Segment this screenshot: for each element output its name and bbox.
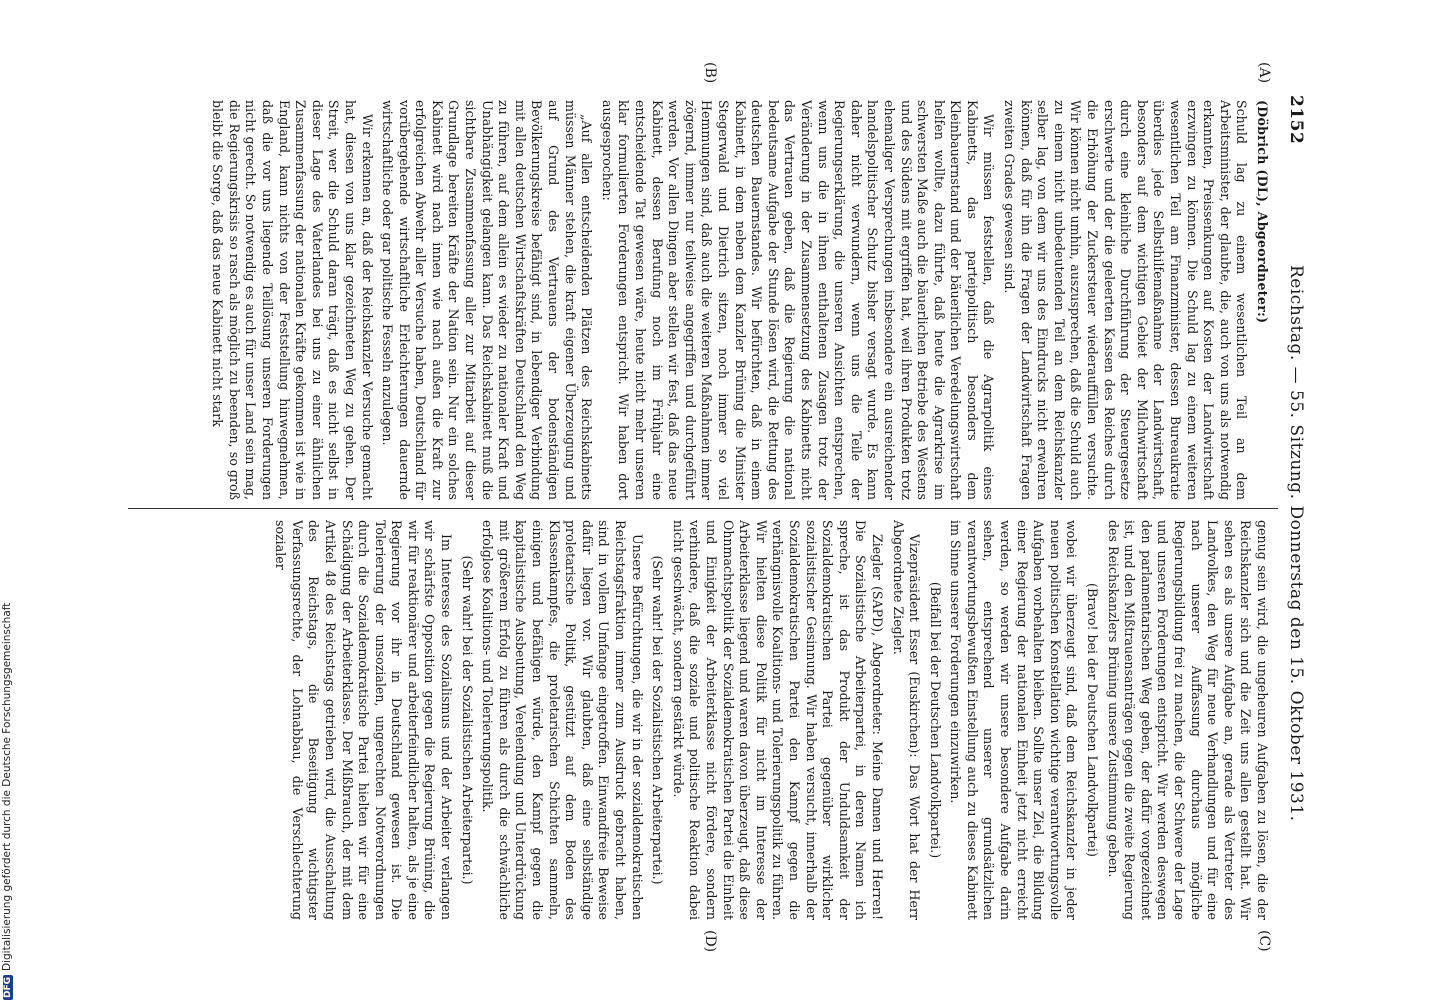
right-column <box>130 520 1270 920</box>
right-paragraph: genug sein wird, die ungeheuren Aufgaben zu lösen, die der Reichskanzler sich und die Zeit uns allen gestellt hat. Wir sehen es als unsere Aufgabe an, gerade als Vertreter des Landvolkes, den Weg für neue Verhandlungen und für eine nach unserer Auffassung durchaus mögliche Regierungsbildung frei zu machen, die der Schwere der Lage und unseren Forderungen entspricht. Wir werden deswegen den parlamentarischen Weg geben, der dafür vorgezeichnet ist, und den Mißtrauensanträgen gegen die zweite Regierung des Reichskanzlers Brüning unsere Zustimmung geben. <box>1105 520 1270 920</box>
running-title: Reichstag. — 55. Sitzung. Donnerstag den 15. Oktober 1931. <box>1286 265 1306 822</box>
left-paragraph: Schuld lag zu einem wesentlichen Teil an dem Arbeitsminister, der glaubte, die, auch von uns als notwendig erkannten, Preissenkungen auf Kosten der Landwirtschaft erzwingen zu können. Die Schuld lag zu einem weiteren wesentlichen Teil am Finanzminister, dessen Bureaukratie überdies jede Selbsthilfemaßnahme der Landwirtschaft, besonders auf dem wichtigen Gebiet der Milchwirtschaft durch eine kleinliche Durchführung der Steuergesetze erschwerte und der die geleerten Kassen des Reiches durch die Erhöhung der Zuckersteuer wiederauffüllen versuchte. Wir können nicht umhin, auszusprechen, daß die Schuld auch zu einem nicht unbedeutenden Teil an dem Reichskanzler selber lag, von dem wir uns des Eindrucks nicht erwehren können, daß für ihn die Fragen der Landwirtschaft Fragen zweiten Grades gewesen sind. <box>1002 100 1250 500</box>
column-divider <box>128 508 1278 509</box>
page-number: 2152 <box>1286 95 1306 145</box>
right-paragraph: (Bravo! bei der Deutschen Landvolkpartei) <box>1085 583 1101 857</box>
dfg-logo-icon: DFG <box>3 976 13 998</box>
right-paragraph: (Beifall bei der Deutschen Landvolkpartei.) <box>927 581 943 859</box>
right-paragraph: wobei wir überzeugt sind, daß dem Reichskanzler in jeder neuen politischen Konstellation wichtige verantwortungsvolle Aufgaben vorbehalten bleiben. Sollte unser Ziel, die Bildung einer Regierung der nationalen Einheit jetzt nicht erreicht werden, so werden wir unsere besondere Aufgabe darin sehen, entsprechend unserer grundsätzlichen verantwortungsbewußten Einstellung auch zu dieses Kabinett im Sinne unserer Forderungen einzuwirken. <box>948 520 1080 920</box>
right-paragraph: (Sehr wahr! bei der Sozialistischen Arbeiterpartei.) <box>650 555 666 885</box>
margin-marker-c: (C) <box>1256 930 1272 952</box>
right-paragraph: Im Interesse des Sozialismus und der Arbeiter verlangen wir schärfste Opposition gegen die Regierung Brüning, die wir für reaktionärer und arbeiterfeindlicher halten, als je eine Regierung vor ihr in Deutschland gewesen ist. Die Tolerierung der unsozialen, ungerechten Notverordnungen durch die Sozialdemokratische Partei hielten wir für eine Schädigung der Arbeiterklasse. Der Mißbrauch, der mit dem Artikel 48 des Reichstags getrieben wird, die Ausschaltung des Reichstags, die Beseitigung wichtigster Verfassungsrechte, der Lohnabbau, die Verschlechterung sozialer <box>273 520 455 920</box>
right-paragraph: Ziegler (SAPD), Abgeordneter: Meine Damen und Herren! Die Sozialistische Arbeiterpartei, in deren Namen ich spreche, ist das Produkt der Unduldsamkeit der Sozialdemokratischen Partei gegenüber wirklicher sozialistischer Gesinnung. Wir haben versucht, innerhalb der Sozialdemokratischen Partei den Kampf gegen die verhängnisvolle Koalitions- und Tolerierungspolitik zu führen. Wir hielten diese Politik für nicht im Interesse der Arbeiterklasse liegend und waren davon überzeugt, daß diese Ohnmachtspolitik der Sozialdemokratischen Partei die Einheit und Einigkeit der Arbeiterklasse nicht fördere, sondern verhindere, daß die soziale und politische Reaktion dabei nicht geschwächt, sondern gestärkt würde. <box>670 520 885 920</box>
margin-marker-b: (B) <box>702 62 718 84</box>
right-paragraph: Vizepräsident Esser (Euskirchen): Das Wort hat der Herr Abgeordnete Ziegler. <box>890 520 923 920</box>
left-paragraph: Wir erkennen an, daß der Reichskanzler Versuche gemacht hat, diesen von uns klar gezeichneten Weg zu gehen. Der Streit, wer die Schuld daran trägt, daß es nicht selbst in dieser Lage des Vaterlandes bei uns zu einer ähnlichen Zusammenfassung der nationalen Kräfte gekommen ist wie in England, kann nichts von der Feststellung hinwegnehmen, daß die vor uns liegende Teillösung unseren Forderungen nicht gerecht. So notwendig es auch für unser Land sein mag, die Regierungskrisis so rasch als möglich zu beenden, so groß bleibt die Sorge, daß das neue Kabinett nicht stark <box>210 100 375 500</box>
right-paragraph: Unsere Befürchtungen, die wir in der sozialdemokratischen Reichstagsfraktion immer zum Ausdruck gebracht haben, sind in vollem Umfange eingetroffen. Einwandfreie Beweise dafür liegen vor. Wir glaubten, daß eine selbständige proletarische Politik, gestützt auf dem Boden des Klassenkampfes, die proletarischen Schichten sammeln, einigen und befähigen würde, den Kampf gegen die kapitalistische Ausbeutung, Verelendung und Unterdrückung mit größerem Erfolg zu führen als durch die schwächliche erfolglose Koalitions- und Tolerierungspolitik. <box>480 520 645 920</box>
left-paragraph: Wir müssen feststellen, daß die Agrarpolitik eines Kabinetts, das parteipolitisch besonders dem Kleinbauernstand und der bäuerlichen Veredelungswirtschaft helfen wollte, dazu führte, daß heute die Agrarkrise im schwersten Maße auch die bäuerlichen Betriebe des Westens und des Südens mit ergriffen hat, weil ihren Produkten trotz ehemaliger Versprechungen insbesondere ein ausreichender handelspolitischer Schutz bisher versagt wurde. Es kann daher nicht verwundern, wenn uns die Teile der Regierungserklärung, die unseren Ansichten entsprechen, wenn uns die in ihnen enthaltenen Zusagen trotz der Veränderung in der Zusammensetzung des Kabinetts nicht das Vertrauen geben, daß die Regierung die national bedeutsame Aufgabe der Stunde lösen wird, die Rettung des deutschen Bauernstandes. Wir befürchten, daß in einem Kabinett, in dem neben dem Kanzler Brüning die Minister Stegerwald und Dietrich sitzen, noch immer so viel Hemmungen sind, daß auch die weiteren Maßnahmen immer zögernd, immer nur teilweise angegriffen und durchgeführt werden. Vor allen Dingen aber stellen wir fest, daß das neue Kabinett, dessen Berufung noch im Frühjahr eine entscheidende Tat gewesen wäre, heute nicht mehr unseren klar formulierten Forderungen entspricht. Wir haben dort ausgesprochen: <box>599 100 997 500</box>
digitization-notice <box>1 0 19 1000</box>
page-header <box>1278 95 1308 925</box>
left-paragraph: „Auf allen entscheidenden Plätzen des Reichskabinetts müssen Männer stehen, die kraft eigener Überzeugung und auf Grund des Vertrauens der bodenständigen Bevölkerungskreise befähigt sind, in lebendiger Verbindung mit allen deutschen Wirtschaftskräften Deutschland den Weg zu führen, auf dem allein es wieder zu nationaler Kraft und Unabhängigkeit gelangen kann. Das Reichskabinett muß die sichtbare Zusammenfassung aller zur Mitarbeit auf dieser Grundlage bereiten Kräfte der Nation sein. Nur ein solches Kabinett wird nach innen wie nach außen die Kraft zur erfolgreichen Abwehr aller Versuche haben, Deutschland für vorübergehende wirtschaftliche Erleichterungen dauernde wirtschaftliche oder gar politische Fesseln anzulegen. <box>380 100 595 500</box>
left-column <box>130 100 1270 500</box>
right-paragraph: (Sehr wahr! bei der Sozialistischen Arbeiterpartei.) <box>459 555 475 885</box>
left-paragraph: (Döbrich (DL), Abgeordneter:) <box>1255 100 1270 324</box>
margin-marker-d: (D) <box>702 930 718 953</box>
digitization-text: Digitalisierung gefördert durch die Deutsche Forschungsgemeinschaft <box>1 602 13 971</box>
document-page <box>118 0 1318 1000</box>
margin-marker-a: (A) <box>1256 62 1272 84</box>
